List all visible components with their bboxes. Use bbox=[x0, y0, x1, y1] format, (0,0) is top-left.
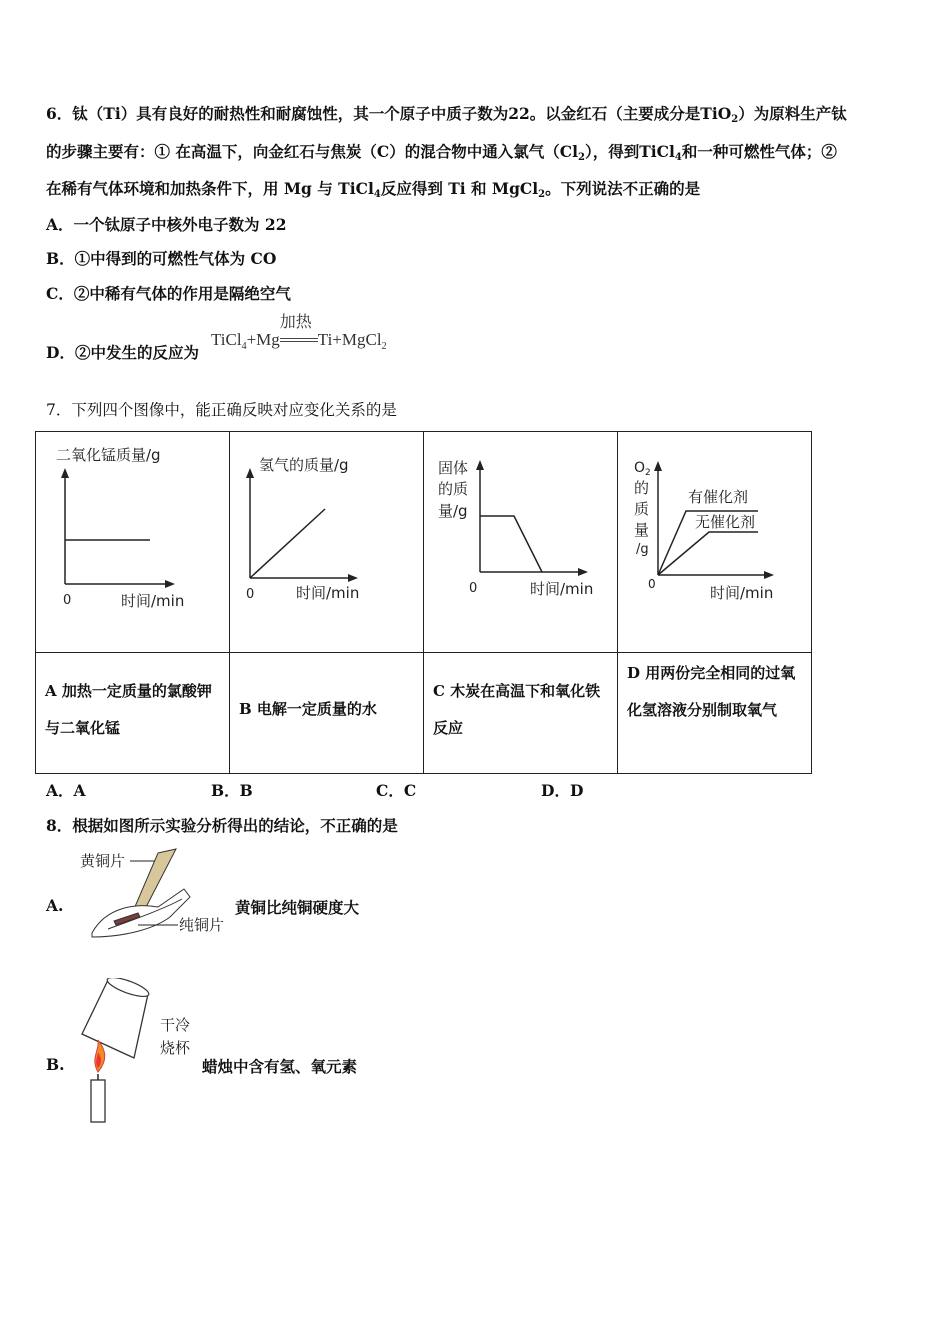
caption-d-cell bbox=[618, 653, 812, 774]
caption-a: A 加热一定质量的氯酸钾与二氧化锰 bbox=[45, 682, 212, 737]
q6-line-1: 6．钛（Ti）具有良好的耐热性和耐腐蚀性，其一个原子中质子数为22。以金红石（主要成分是TiO$_2$）为原料生产钛 bbox=[46, 104, 847, 125]
caption-c: C 木炭在高温下和氧化铁反应 bbox=[433, 682, 601, 737]
caption-b: B 电解一定质量的水 bbox=[239, 700, 377, 718]
graph-d-x-arrow bbox=[764, 571, 774, 579]
graph-d-legend-no-catalyst: 无催化剂 bbox=[695, 513, 756, 531]
q7-answer-c: C．C bbox=[376, 781, 417, 800]
graph-d-ylabel-1: $O_2$ bbox=[634, 460, 651, 478]
graph-b-cell bbox=[230, 432, 424, 653]
graph-d-xlabel: 时间/min bbox=[710, 584, 774, 602]
caption-b-cell bbox=[230, 653, 424, 774]
graph-b-ylabel: 氢气的质量/g bbox=[259, 456, 349, 474]
graph-d-origin: 0 bbox=[648, 577, 656, 591]
q6-option-a: A．一个钛原子中核外电子数为 22 bbox=[46, 215, 287, 234]
q8-stem: 8．根据如图所示实验分析得出的结论，不正确的是 bbox=[46, 816, 398, 835]
label-dry-cold: 干冷 bbox=[160, 1016, 191, 1034]
graph-d-ylabel-5: /g bbox=[636, 542, 649, 557]
graph-b-curve bbox=[250, 509, 325, 578]
eq-condition: 加热 bbox=[279, 314, 312, 331]
caption-d: D 用两份完全相同的过氧化氢溶液分别制取氧气 bbox=[627, 664, 796, 719]
graph-a bbox=[36, 432, 229, 652]
graph-c-x-arrow bbox=[578, 568, 588, 576]
q6-option-b: B．①中得到的可燃性气体为 CO bbox=[46, 249, 277, 268]
graph-c bbox=[424, 432, 617, 652]
graph-a-origin: 0 bbox=[63, 593, 72, 608]
q6-equation: TiCl$_4$+Mg 加热 Ti+MgCl$_2$ bbox=[211, 330, 387, 352]
graph-d-curve-no-catalyst bbox=[658, 532, 758, 575]
q6-line-2: 的步骤主要有：① 在高温下，向金红石与焦炭（C）的混合物中通入氯气$(Cl_2)$，得到TiCl$_4$和一种可燃性气体；② bbox=[46, 142, 837, 163]
graph-d bbox=[618, 432, 811, 652]
graph-d-y-arrow bbox=[654, 461, 662, 471]
graph-a-xlabel: 时间/min bbox=[121, 592, 185, 610]
q6-option-c: C．②中稀有气体的作用是隔绝空气 bbox=[46, 284, 291, 303]
graph-d-ylabel-3: 质 bbox=[634, 500, 650, 518]
graph-b-origin: 0 bbox=[246, 587, 255, 602]
graph-b-xlabel: 时间/min bbox=[296, 584, 360, 602]
q6-line-3: 在稀有气体环境和加热条件下，用 Mg 与 TiCl$_4$反应得到 Ti 和 MgCl$_2$。下列说法不正确的是 bbox=[46, 179, 701, 200]
graph-b bbox=[230, 432, 423, 652]
q7-answer-b: B．B bbox=[211, 781, 253, 800]
graph-c-ylabel-1: 固体 bbox=[438, 459, 469, 477]
graph-a-y-arrow bbox=[61, 468, 69, 478]
graph-d-cell bbox=[618, 432, 812, 653]
q8-option-b-label: B. bbox=[46, 1055, 65, 1074]
graph-c-curve bbox=[480, 516, 542, 572]
q8-option-b-text: 蜡烛中含有氢、氧元素 bbox=[202, 1057, 358, 1076]
q7-answer-a: A．A bbox=[46, 781, 86, 800]
graph-a-x-arrow bbox=[165, 580, 175, 588]
graph-d-ylabel-2: 的 bbox=[634, 479, 650, 497]
graph-d-ylabel-4: 量 bbox=[634, 521, 650, 539]
graph-d-legend-catalyst: 有催化剂 bbox=[688, 488, 749, 506]
graph-c-origin: 0 bbox=[469, 581, 478, 596]
graph-c-cell bbox=[424, 432, 618, 653]
q7-stem: 7．下列四个图像中，能正确反映对应变化关系的是 bbox=[46, 401, 397, 419]
label-brass: 黄铜片 bbox=[80, 852, 126, 870]
caption-c-cell bbox=[424, 653, 618, 774]
q8-option-a-text: 黄铜比纯铜硬度大 bbox=[235, 898, 360, 917]
graph-b-x-arrow bbox=[348, 574, 358, 582]
graph-c-y-arrow bbox=[476, 460, 484, 470]
candle bbox=[91, 1080, 105, 1122]
graph-b-y-arrow bbox=[246, 468, 254, 478]
q7-answer-d: D．D bbox=[541, 781, 584, 800]
q6-option-d: D．②中发生的反应为 bbox=[46, 343, 199, 362]
label-beaker: 烧杯 bbox=[160, 1039, 191, 1057]
caption-a-cell bbox=[36, 653, 230, 774]
q8-option-a-label: A. bbox=[46, 896, 64, 915]
graph-c-ylabel-3: 量/g bbox=[438, 502, 468, 520]
label-copper: 纯铜片 bbox=[179, 916, 225, 934]
q8-b-figure bbox=[74, 978, 204, 1126]
graph-c-ylabel-2: 的质 bbox=[438, 480, 469, 498]
graph-a-cell bbox=[36, 432, 230, 653]
q7-graph-table bbox=[35, 431, 812, 774]
q8-a-figure bbox=[78, 845, 238, 943]
graph-c-xlabel: 时间/min bbox=[530, 580, 594, 598]
graph-a-ylabel: 二氧化锰质量/g bbox=[56, 446, 161, 464]
